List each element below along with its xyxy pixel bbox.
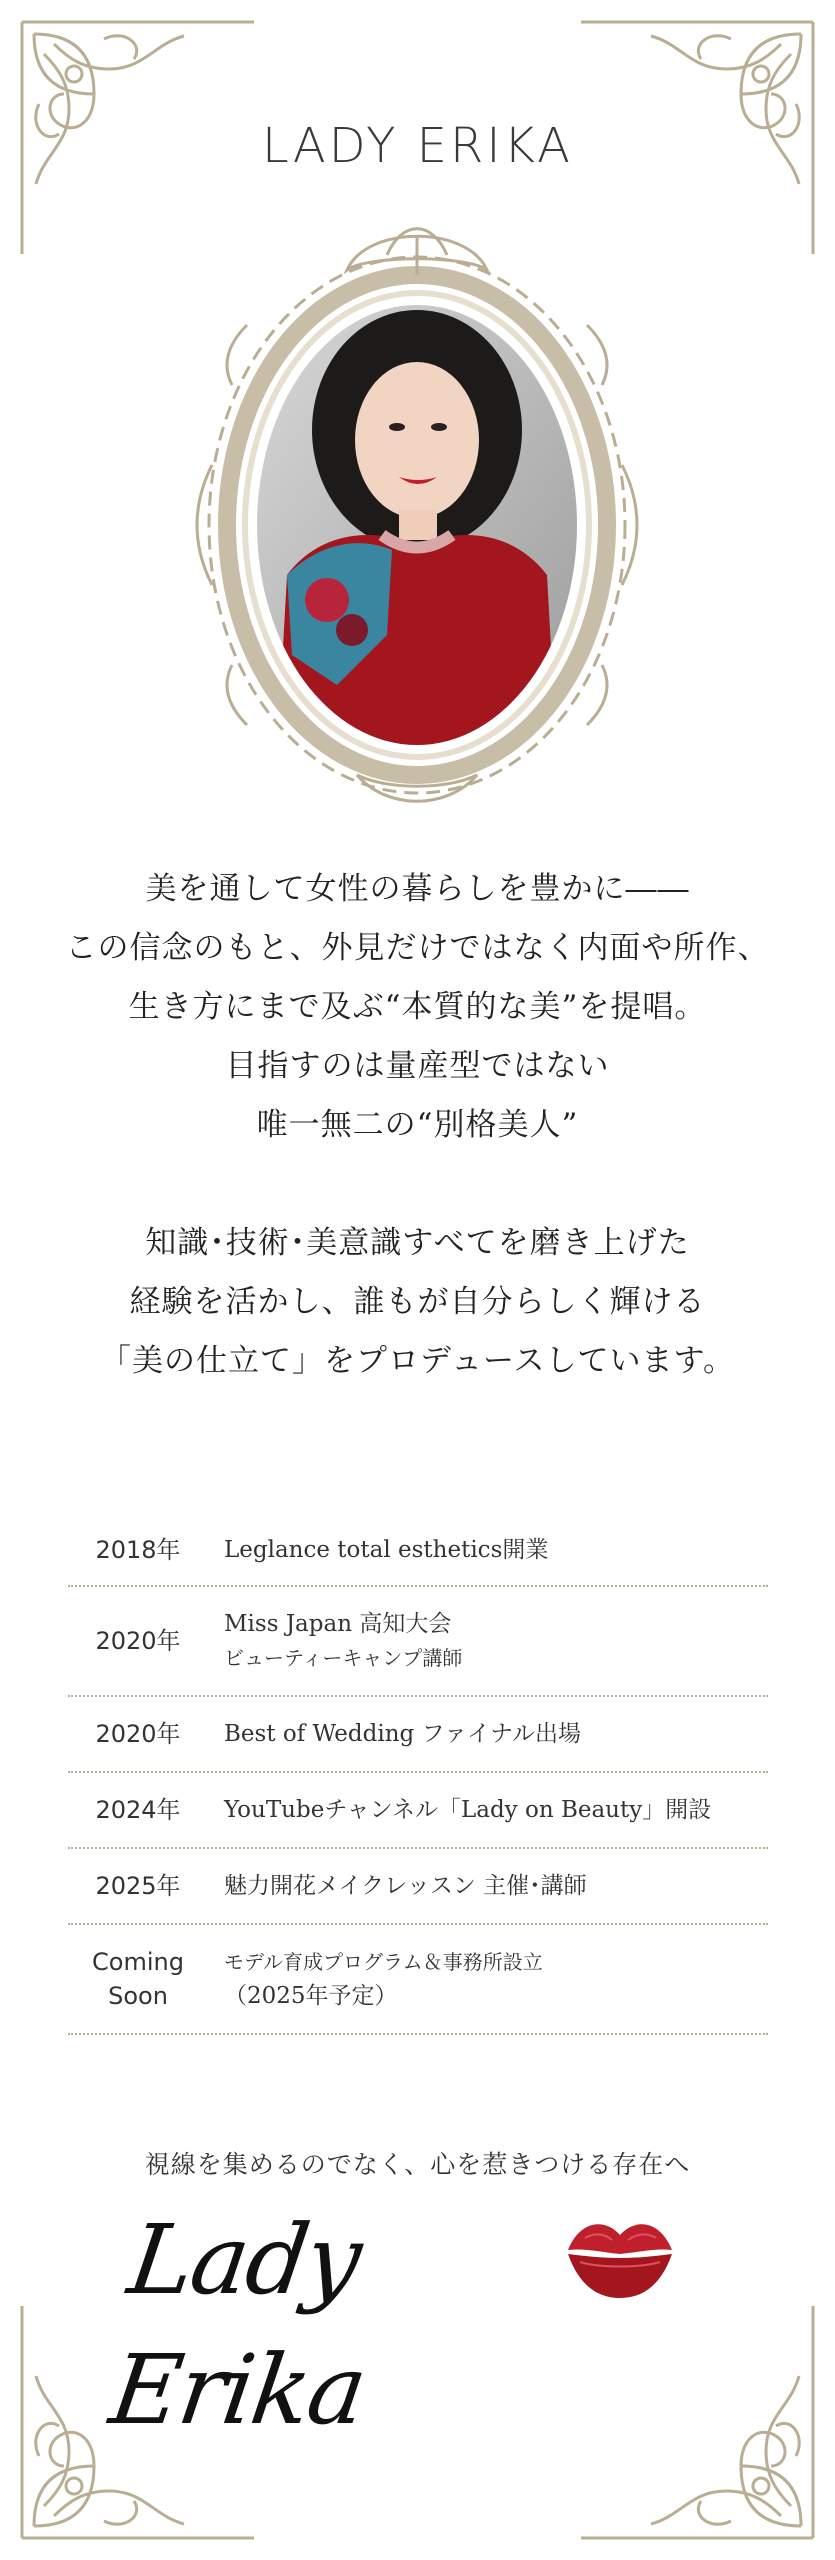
intro-line: 唯一無二の“別格美人” bbox=[256, 1107, 579, 1143]
timeline-text: Miss Japan 高知大会 ビューティーキャンプ講師 bbox=[224, 1611, 463, 1670]
timeline-row bbox=[68, 1515, 768, 1587]
portrait-photo-icon bbox=[187, 215, 647, 815]
timeline-year: 2018年 bbox=[95, 1536, 181, 1564]
portrait-frame bbox=[187, 215, 647, 815]
timeline-year: 2020年 bbox=[95, 1720, 181, 1748]
timeline-text: Best of Wedding ファイナル出場 bbox=[224, 1721, 581, 1747]
career-timeline bbox=[68, 1515, 768, 2035]
corner-ornament-icon bbox=[561, 2286, 821, 2546]
timeline-row bbox=[68, 1925, 768, 2035]
tagline: 視線を集めるのでなく、心を惹きつける存在へ bbox=[144, 2150, 691, 2179]
timeline-year: Coming Soon bbox=[92, 1948, 184, 2010]
timeline-year: 2020年 bbox=[95, 1627, 181, 1655]
timeline-row bbox=[68, 1697, 768, 1773]
intro-line: この信念のもと、外見だけではなく内面や所作、 bbox=[65, 930, 770, 966]
intro-line: 経験を活かし、誰もが自分らしく輝ける bbox=[129, 1284, 706, 1320]
intro-line: 目指すのは量産型ではない bbox=[225, 1048, 610, 1084]
timeline-year: 2025年 bbox=[95, 1872, 181, 1900]
timeline-year: 2024年 bbox=[95, 1796, 181, 1824]
timeline-row bbox=[68, 1849, 768, 1925]
timeline-row bbox=[68, 1773, 768, 1849]
timeline-text: 魅力開花メイクレッスン 主催･講師 bbox=[224, 1873, 587, 1899]
intro-line: 「美の仕立て」をプロデュースしています。 bbox=[99, 1343, 736, 1379]
red-lips-kiss-icon bbox=[560, 2200, 680, 2310]
signature-logo: Lady Erika bbox=[103, 2204, 372, 2446]
timeline-text: YouTubeチャンネル「Lady on Beauty」開設 bbox=[224, 1797, 712, 1823]
timeline-row bbox=[68, 1587, 768, 1697]
timeline-text: Leglance total esthetics開業 bbox=[224, 1537, 549, 1563]
intro-line: 知識･技術･美意識すべてを磨き上げた bbox=[145, 1225, 690, 1261]
page-title: LADY ERIKA bbox=[262, 118, 573, 174]
intro-line: 生き方にまで及ぶ“本質的な美”を提唱。 bbox=[128, 989, 707, 1025]
intro-text bbox=[0, 860, 835, 1391]
timeline-text: モデル育成プログラム＆事務所設立 （2025年予定） bbox=[224, 1950, 543, 2009]
intro-line: 美を通して女性の暮らしを豊かに―― bbox=[145, 871, 690, 907]
